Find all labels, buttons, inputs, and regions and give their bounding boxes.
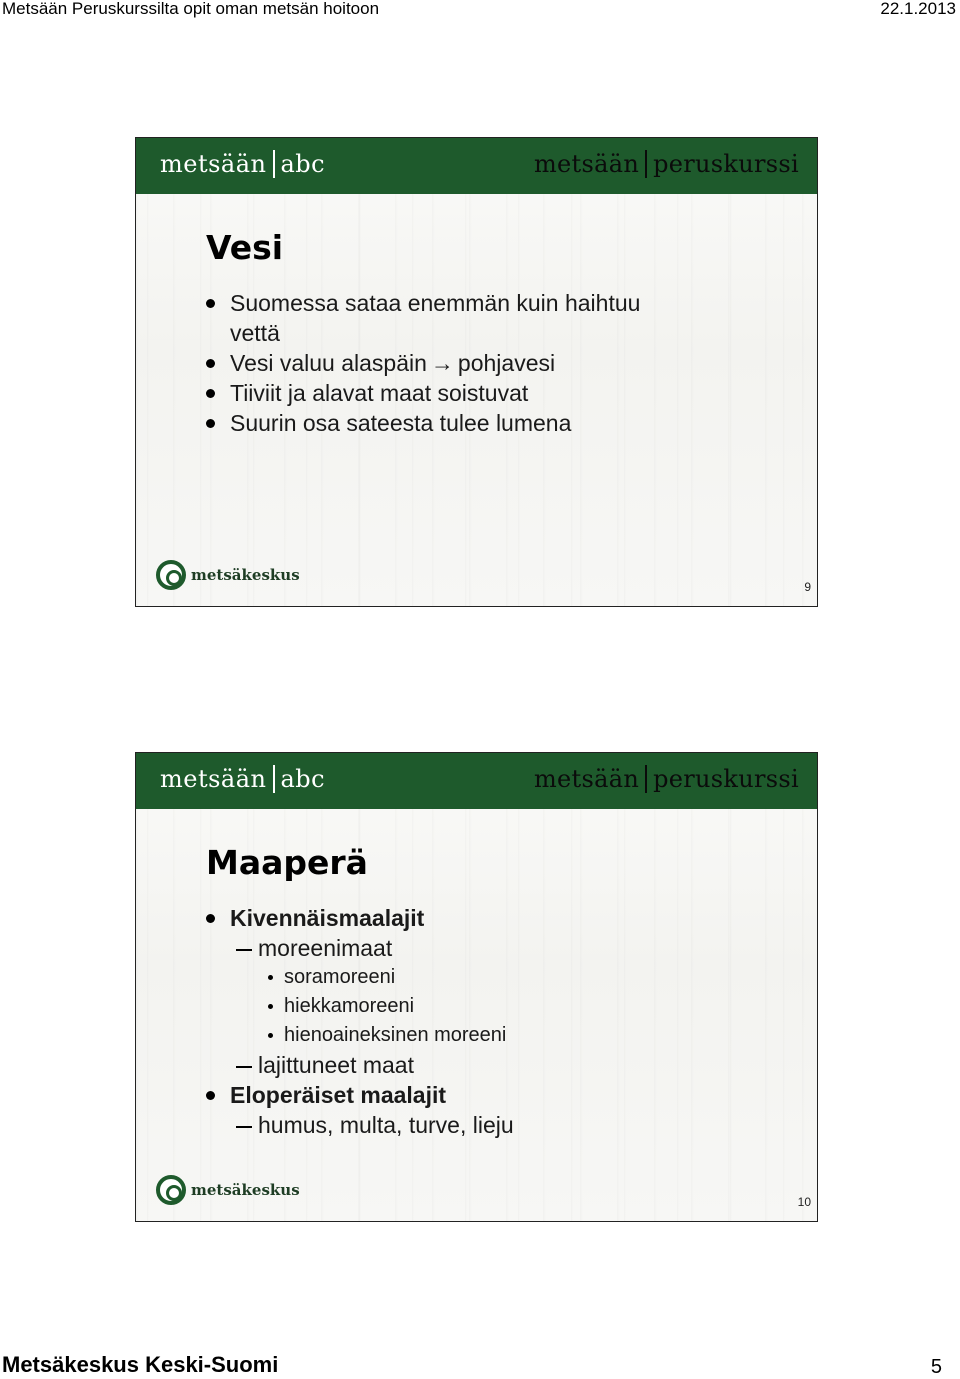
- brand-metsaan-peruskurssi: [534, 765, 799, 793]
- brand-separator: [273, 765, 275, 793]
- dash-item: lajittuneet maat: [204, 1050, 514, 1080]
- brand-right-suffix: peruskurssi: [653, 150, 799, 178]
- brand-metsaan-peruskurssi: [534, 150, 799, 178]
- brand-metsaan-abc: [160, 150, 325, 178]
- bullet-item: Suurin osa sateesta tulee lumena: [204, 408, 640, 438]
- bullet-list: [204, 903, 514, 1140]
- slide-number: 10: [797, 1195, 811, 1209]
- slide-number: 9: [804, 580, 811, 594]
- brand-separator: [645, 765, 647, 793]
- arrow-right-icon: →: [430, 350, 454, 376]
- bullet-text-pre: Vesi valuu alaspäin: [230, 350, 427, 376]
- bullet-item: Suomessa sataa enemmän kuin haihtuu: [204, 288, 640, 318]
- dash-item: moreenimaat: [204, 933, 514, 963]
- dash-item: humus, multa, turve, lieju: [204, 1110, 514, 1140]
- page-number: 5: [930, 1356, 942, 1378]
- brand-right-suffix: peruskurssi: [653, 765, 799, 793]
- logo-text: metsäkeskus: [191, 566, 300, 584]
- brand-left-word: metsään: [160, 150, 267, 178]
- bullet-item: Kivennäismaalajit: [204, 903, 514, 933]
- bullet-item-continuation: vettä: [230, 320, 280, 346]
- metsakeskus-logo-icon: [156, 560, 186, 590]
- footer-organization: Metsäkeskus Keski-Suomi: [2, 1352, 279, 1377]
- metsakeskus-logo: [156, 558, 300, 592]
- bullet-text-post: pohjavesi: [457, 350, 556, 376]
- brand-left-suffix: abc: [280, 765, 326, 793]
- metsakeskus-logo: [156, 1173, 300, 1207]
- slide-maapera: [135, 752, 818, 1222]
- sub-bullet-item: hiekkamoreeni: [204, 992, 514, 1021]
- brand-metsaan-abc: [160, 765, 325, 793]
- logo-text: metsäkeskus: [191, 1181, 300, 1199]
- brand-separator: [273, 150, 275, 178]
- brand-separator: [645, 150, 647, 178]
- bullet-item: Eloperäiset maalajit: [204, 1080, 514, 1110]
- brand-right-word: metsään: [533, 150, 640, 178]
- bullet-item: Tiiviit ja alavat maat soistuvat: [204, 378, 640, 408]
- page-header-date: 22.1.2013: [880, 0, 956, 18]
- bullet-item: [204, 348, 640, 378]
- bullet-list: [204, 288, 640, 438]
- sub-bullet-item: soramoreeni: [204, 963, 514, 992]
- brand-right-word: metsään: [533, 765, 640, 793]
- metsakeskus-logo-icon: [156, 1175, 186, 1205]
- brand-left-suffix: abc: [280, 150, 326, 178]
- slide-vesi: [135, 137, 818, 607]
- brand-left-word: metsään: [160, 765, 267, 793]
- slide-title: Maaperä: [206, 843, 368, 882]
- page-header-title: Metsään Peruskurssilta opit oman metsän hoitoon: [2, 0, 380, 18]
- slide-title: Vesi: [206, 228, 284, 267]
- sub-bullet-item: hienoaineksinen moreeni: [204, 1021, 514, 1050]
